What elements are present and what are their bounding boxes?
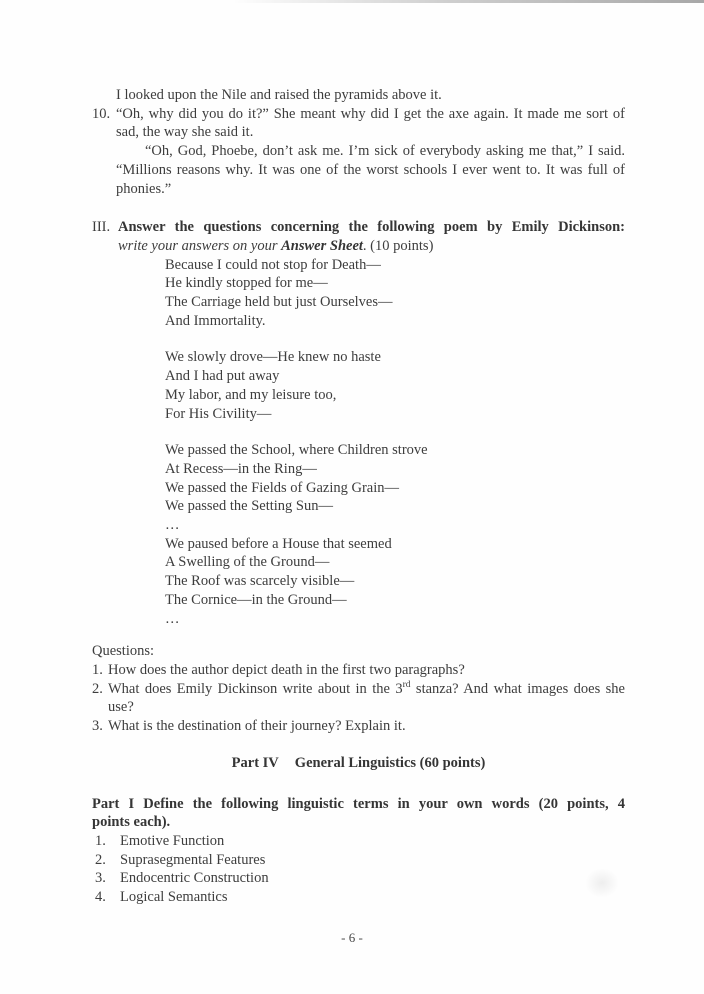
section-iii-number: III. xyxy=(92,219,111,236)
section-iii-heading xyxy=(92,218,625,237)
term-3-label: Endocentric Construction xyxy=(120,870,269,887)
question-1 xyxy=(92,661,625,680)
questions-label: Questions: xyxy=(92,643,155,660)
term-item-1 xyxy=(92,832,625,851)
poem-line: At Recess—in the Ring— xyxy=(165,460,317,477)
questions-block xyxy=(92,642,625,736)
question-3-text: What is the destination of their journey? Explain it. xyxy=(108,718,406,735)
poem-ellipsis: … xyxy=(165,517,180,534)
question-2 xyxy=(92,680,625,717)
term-item-3 xyxy=(92,869,625,888)
term-1-label: Emotive Function xyxy=(120,832,225,849)
poem-line: The Carriage held but just Ourselves— xyxy=(165,294,393,311)
poem-line: The Roof was scarcely visible— xyxy=(165,573,355,590)
poem-line: He kindly stopped for me— xyxy=(165,275,328,292)
part-iv-label: Part IV xyxy=(231,754,279,771)
question-3-number: 3. xyxy=(92,718,103,735)
poem-line: We passed the Fields of Gazing Grain— xyxy=(165,479,399,496)
poem-line: And Immortality. xyxy=(165,312,266,329)
question-2-ordinal-superscript: rd xyxy=(402,679,411,690)
poem-line: The Cornice—in the Ground— xyxy=(165,591,347,608)
subheading-answer-sheet: Answer Sheet xyxy=(281,237,363,254)
question-1-text: How does the author depict death in the first two paragraphs? xyxy=(108,661,465,678)
poem-line: And I had put away xyxy=(165,368,280,385)
part-iv-section xyxy=(92,754,625,907)
terms-list xyxy=(92,832,625,907)
excerpt-item-10 xyxy=(92,105,625,142)
poem-ellipsis: … xyxy=(165,610,180,627)
section-iii-heading-text: Answer the questions concerning the following poem by Emily Dickinson: xyxy=(118,219,625,236)
subheading-points: . (10 points) xyxy=(362,237,434,254)
poem-stanza-3 xyxy=(165,441,625,628)
question-2-number: 2. xyxy=(92,680,103,697)
poem-line: For His Civility— xyxy=(165,405,272,422)
page-number: - 6 - xyxy=(341,930,363,945)
item-10-number: 10. xyxy=(92,105,111,122)
term-2-label: Suprasegmental Features xyxy=(120,851,266,868)
part-i-heading-line-2: points each). xyxy=(92,814,171,831)
question-3 xyxy=(92,717,625,736)
part-i-heading xyxy=(92,795,625,832)
term-4-label: Logical Semantics xyxy=(120,889,228,906)
poem-line: We passed the Setting Sun— xyxy=(165,498,333,515)
dickinson-poem xyxy=(92,256,625,629)
subheading-italic: write your answers on your xyxy=(118,237,282,254)
term-item-2 xyxy=(92,851,625,870)
term-item-4 xyxy=(92,888,625,907)
question-2-text-part2: stanza? And what images does she use? xyxy=(108,680,625,716)
question-1-number: 1. xyxy=(92,661,103,678)
poem-line: My labor, and my leisure too, xyxy=(165,386,337,403)
term-3-number: 3. xyxy=(95,870,106,887)
excerpt-item-10-quote: “Oh, God, Phoebe, don’t ask me. I’m sick of everybody asking me that,” I said. “Millions reasons why. It was one of the worst schools I ever went to. It was full of phonies.” xyxy=(116,143,625,197)
poem-line: Because I could not stop for Death— xyxy=(165,256,381,273)
poem-line: A Swelling of the Ground— xyxy=(165,554,330,571)
term-4-number: 4. xyxy=(95,889,106,906)
poem-line: We slowly drove—He knew no haste xyxy=(165,349,381,366)
poem-stanza-2 xyxy=(165,348,625,423)
question-2-text-part1: What does Emily Dickinson write about in the 3 xyxy=(108,680,403,697)
scan-edge-artifact xyxy=(232,0,704,3)
poem-line: We paused before a House that seemed xyxy=(165,535,392,552)
term-2-number: 2. xyxy=(95,851,106,868)
reading-excerpt-section xyxy=(92,86,625,198)
page-content xyxy=(92,86,625,907)
part-i-heading-line-1: Part I Define the following linguistic terms in your own words (20 points, 4 xyxy=(92,795,625,812)
section-iii-subheading xyxy=(92,237,625,256)
item-10-text: “Oh, why did you do it?” She meant why did I get the axe again. It made me sort of sad, the way she said it. xyxy=(116,105,625,141)
section-iii-poem xyxy=(92,218,625,736)
poem-stanza-1 xyxy=(165,256,625,331)
excerpt-line: I looked upon the Nile and raised the pyramids above it. xyxy=(116,87,442,103)
term-1-number: 1. xyxy=(95,832,106,849)
part-iv-title: General Linguistics (60 points) xyxy=(294,754,486,771)
poem-line: We passed the School, where Children strove xyxy=(165,442,428,459)
part-iv-heading xyxy=(92,754,625,773)
